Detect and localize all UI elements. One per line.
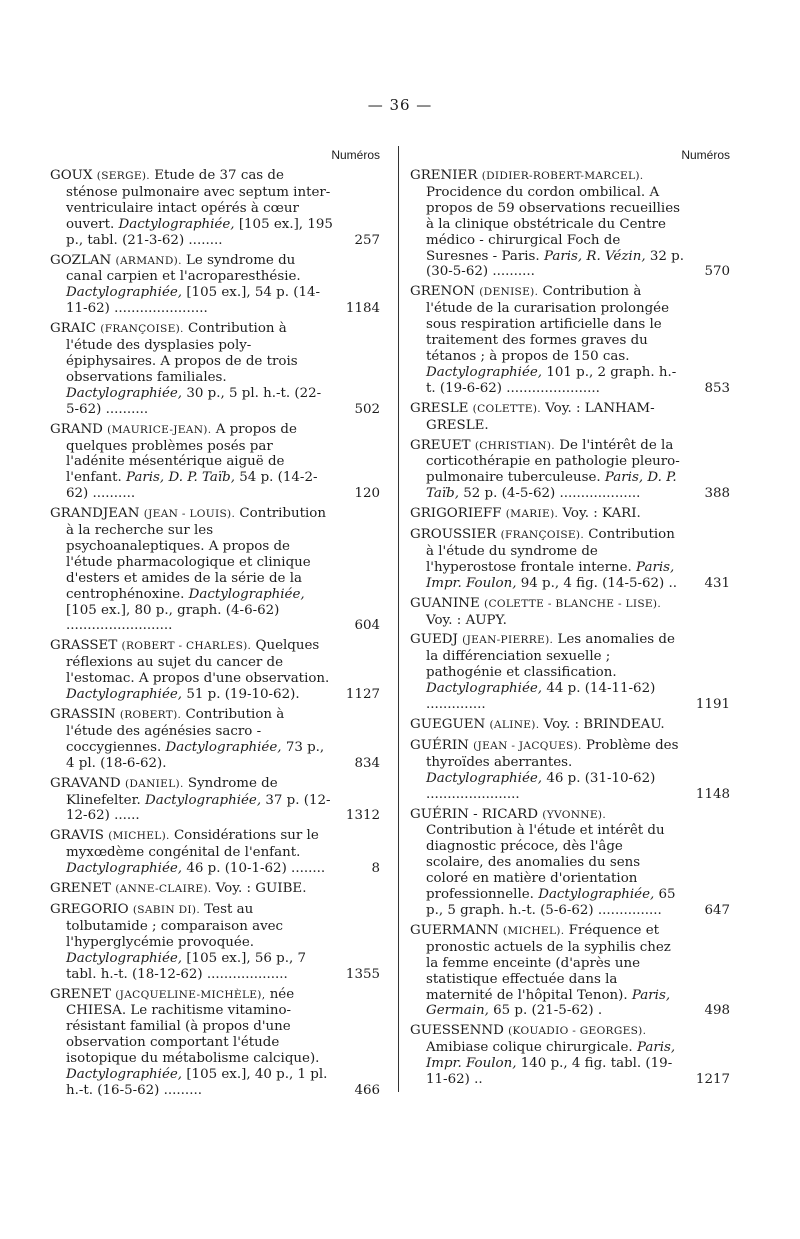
entry-text: [50, 881, 334, 898]
bibliography-entry: [410, 807, 730, 919]
entry-surname: GRASSIN: [50, 707, 116, 722]
entry-details: 65 p., 5 graph. h.-t. (5-6-62) ...............: [426, 887, 676, 918]
entry-text: [410, 717, 684, 734]
entry-surname: GRENON: [410, 284, 475, 300]
entry-details: [105 ex.], 56 p., 7 tabl. h.-t. (18-12-62) ...................: [66, 950, 306, 982]
bibliography-entry: [50, 168, 380, 249]
entry-title: Voy. : BRINDEAU.: [543, 717, 665, 732]
left-column: [50, 148, 380, 1103]
entry-text: [410, 506, 684, 523]
entry-given-name: (SERGE).: [96, 170, 150, 182]
entry-given-name: (MICHEL).: [502, 924, 565, 937]
entry-surname: GUERMANN: [410, 922, 499, 938]
entry-text: [410, 632, 684, 713]
entry-number: 1148: [695, 786, 730, 802]
entry-details: 51 p. (19-10-62).: [186, 687, 300, 703]
entry-text: [50, 707, 334, 772]
entry-publisher: Dactylographiée,: [66, 385, 183, 401]
entry-details: [105 ex.], 195 p., tabl. (21-3-62) ........: [66, 216, 333, 248]
bibliography-entry: [410, 401, 730, 434]
entry-text: [50, 168, 334, 249]
entry-number: 388: [704, 486, 730, 502]
entry-text: [410, 527, 684, 592]
bibliography-entry: [50, 253, 380, 318]
entry-title: Considérations sur le myxœdème congénital de l'enfant.: [66, 828, 319, 861]
entry-given-name: (DIDIER-ROBERT-MARCEL).: [481, 170, 644, 182]
bibliography-entry: [50, 881, 380, 898]
entry-publisher: Paris, Impr. Foulon,: [426, 559, 675, 591]
column-header: Numéros: [331, 148, 380, 162]
bibliography-entry: [410, 923, 730, 1019]
entry-number: 120: [354, 486, 380, 502]
bibliography-entry: [410, 1023, 730, 1088]
entry-surname: GRENET: [50, 881, 111, 897]
entry-given-name: (COLETTE).: [472, 402, 541, 415]
entry-publisher: Paris, R. Vézin,: [543, 248, 646, 264]
entry-list: [410, 168, 730, 1088]
entry-given-name: (FRANÇOISE).: [100, 323, 184, 336]
entry-given-name: (JEAN-PIERRE).: [462, 634, 554, 647]
entry-surname: GROUSSIER: [410, 527, 497, 543]
entry-details: [105 ex.], 54 p. (14-11-62) ......................: [66, 285, 321, 317]
entry-text: [50, 506, 334, 634]
entry-surname: GRANDJEAN: [50, 506, 140, 522]
entry-text: [50, 422, 334, 503]
entry-surname: GOZLAN: [50, 252, 112, 268]
bibliography-entry: [50, 707, 380, 772]
entry-publisher: Dactylographiée,: [426, 770, 543, 786]
entry-given-name: (MAURICE-JEAN).: [107, 423, 212, 436]
bibliography-entry: [50, 638, 380, 703]
entry-given-name: (DANIEL).: [124, 777, 184, 790]
entry-title: Contribution à l'étude des dysplasies poly-épiphysaires. A propos de de trois observations familiales.: [66, 321, 298, 385]
bibliography-entry: [410, 168, 730, 280]
entry-given-name: (JEAN - JACQUES).: [473, 739, 582, 752]
entry-given-name: (JEAN - LOUIS).: [143, 508, 236, 521]
entry-title: Test au tolbutamide ; comparaison avec l'hyperglycémie provoquée.: [66, 901, 284, 950]
entry-title: née CHIESA. Le rachitisme vitamino-résistant familial (à propos d'une observation comportant l'étude isotopique du métabolisme calcique).: [66, 986, 320, 1067]
entry-details: 94 p., 4 fig. (14-5-62) ..: [520, 575, 678, 591]
entry-title: Voy. : KARI.: [562, 506, 641, 522]
entry-title: De l'intérêt de la corticothérapie en pathologie pleuro-pulmonaire tuberculeuse.: [426, 437, 680, 486]
entry-title: Fréquence et pronostic actuels de la syphilis chez la femme enceinte (d'après une statistique effectuée dans la maternité de l'hôpital Tenon).: [426, 922, 671, 1003]
entry-title: Etude de 37 cas de sténose pulmonaire avec septum inter-ventriculaire intact opérés à cœur ouvert.: [66, 168, 331, 232]
entry-given-name: (ANNE-CLAIRE).: [115, 883, 212, 896]
entry-text: [410, 401, 684, 434]
entry-given-name: (DENISE).: [479, 286, 539, 299]
entry-details: 37 p. (12-12-62) ......: [66, 792, 331, 824]
entry-text: [410, 923, 684, 1019]
entry-surname: GUEDJ: [410, 632, 458, 648]
entry-surname: GUÉRIN - RICARD: [410, 806, 538, 822]
entry-details: 65 p. (21-5-62) .: [493, 1003, 603, 1019]
bibliography-entry: [410, 596, 730, 629]
entry-publisher: Dactylographiée,: [66, 950, 183, 966]
bibliography-entry: [50, 321, 380, 417]
bibliography-entry: [50, 828, 380, 877]
entry-number: 498: [704, 1003, 730, 1019]
entry-given-name: (MICHEL).: [108, 830, 170, 843]
column-header: Numéros: [681, 148, 730, 162]
entry-text: [410, 168, 684, 280]
entry-given-name: (SABIN DI).: [132, 903, 200, 916]
entry-text: [410, 1023, 684, 1088]
entry-publisher: Dactylographiée,: [426, 681, 543, 697]
entry-publisher: Dactylographiée,: [426, 364, 543, 380]
entry-publisher: Dactylographiée,: [538, 887, 655, 903]
entry-text: [410, 596, 684, 629]
entry-number: 1312: [345, 808, 380, 824]
entry-surname: GRESLE: [410, 400, 469, 416]
entry-details: 73 p., 4 pl. (18-6-62).: [66, 739, 325, 771]
entry-title: Quelques réflexions au sujet du cancer de l'estomac. A propos d'une observation.: [66, 638, 330, 687]
entry-surname: GRAND: [50, 421, 103, 437]
entry-number: 1191: [695, 697, 730, 713]
entry-title: Les anomalies de la différenciation sexuelle ; pathogénie et classification.: [426, 632, 675, 681]
entry-given-name: (KOUADIO - GEORGES).: [508, 1025, 647, 1038]
entry-number: 853: [704, 380, 730, 396]
entry-publisher: Dactylographiée,: [188, 586, 305, 602]
entry-title: Amibiase colique chirurgicale.: [426, 1040, 633, 1056]
entry-number: 1184: [345, 301, 380, 317]
entry-text: [410, 438, 684, 503]
entry-publisher: Dactylographiée,: [145, 792, 262, 808]
entry-title: Contribution à l'étude de la curarisation prolongée sous respiration artificielle dans le traitement des formes graves du tétanos ; à propos de 150 cas.: [426, 284, 669, 364]
entry-given-name: (COLETTE - BLANCHE - LISE).: [484, 597, 662, 610]
entry-text: [410, 284, 684, 396]
entry-title: Voy. : LANHAM-GRESLE.: [426, 400, 655, 433]
entry-surname: GREGORIO: [50, 901, 129, 917]
entry-surname: GRENET: [50, 986, 111, 1002]
entry-surname: GUEGUEN: [410, 717, 486, 732]
entry-details: 101 p., 2 graph. h.-t. (19-6-62) ......................: [426, 364, 677, 396]
entry-surname: GRIGORIEFF: [410, 506, 502, 522]
entry-title: Procidence du cordon ombilical. A propos de 59 observations recueillies à la clinique obstétricale du Centre médico - chirurgical Foch de Suresnes - Paris.: [426, 184, 681, 264]
bibliography-entry: [50, 902, 380, 983]
entry-publisher: Dactylographiée,: [118, 216, 235, 232]
entry-text: [410, 807, 684, 919]
bibliography-entry: [50, 987, 380, 1099]
entry-surname: GOUX: [50, 168, 93, 183]
entry-details: 44 p. (14-11-62) ..............: [426, 681, 656, 713]
right-column: [410, 148, 730, 1092]
entry-title: Contribution à l'étude et intérêt du diagnostic précoce, dès l'âge scolaire, des anomalies du sens coloré en matière d'orientation professionnelle.: [426, 823, 665, 903]
entry-details: 140 p., 4 fig. tabl. (19-11-62) ..: [426, 1056, 673, 1088]
bibliography-entry: [50, 506, 380, 634]
entry-number: 502: [354, 401, 380, 417]
entry-details: 32 p. (30-5-62) ..........: [426, 248, 684, 280]
entry-number: 1217: [695, 1072, 730, 1088]
entry-details: 46 p. (10-1-62) ........: [186, 861, 326, 877]
entry-details: 46 p. (31-10-62) ......................: [426, 770, 656, 802]
entry-title: Voy. : AUPY.: [426, 612, 507, 628]
entry-title: Le syndrome du canal carpien et l'acroparesthésie.: [66, 252, 301, 285]
entry-number: 604: [354, 618, 380, 634]
entry-text: [50, 776, 334, 825]
entry-given-name: (FRANÇOISE).: [500, 529, 585, 542]
bibliography-entry: [50, 422, 380, 503]
entry-text: [50, 253, 334, 318]
entry-publisher: Dactylographiée,: [165, 739, 282, 755]
entry-surname: GRAVAND: [50, 775, 121, 791]
page-number: — 36 —: [367, 96, 433, 114]
bibliography-entry: [410, 284, 730, 396]
entry-given-name: (ROBERT - CHARLES).: [121, 640, 252, 653]
bibliography-entry: [410, 632, 730, 713]
entry-publisher: Dactylographiée,: [66, 861, 183, 877]
entry-details: [105 ex.], 80 p., graph. (4-6-62) .........................: [66, 602, 280, 634]
entry-given-name: (ROBERT).: [119, 709, 182, 721]
entry-number: 257: [354, 232, 380, 248]
entry-given-name: (CHRISTIAN).: [474, 439, 555, 452]
bibliography-entry: [410, 738, 730, 803]
entry-given-name: (YVONNE).: [542, 808, 607, 821]
entry-title: Syndrome de Klinefelter.: [66, 775, 278, 808]
entry-details: 52 p. (4-5-62) ...................: [463, 486, 641, 502]
bibliography-entry: [410, 717, 730, 734]
entry-text: [50, 638, 334, 703]
entry-text: [50, 987, 334, 1099]
entry-text: [410, 738, 684, 803]
entry-surname: GRASSET: [50, 638, 118, 654]
entry-surname: GREUET: [410, 437, 471, 453]
entry-given-name: (JACQUELINE-MICHÈLE),: [115, 988, 266, 1001]
entry-given-name: (ARMAND).: [115, 254, 182, 267]
bibliography-entry: [410, 506, 730, 523]
column-divider: [398, 146, 399, 1092]
entry-publisher: Paris, Impr. Foulon,: [426, 1040, 676, 1072]
entry-given-name: (ALINE).: [489, 719, 540, 731]
entry-number: 647: [704, 902, 730, 918]
entry-number: 834: [354, 755, 380, 771]
entry-number: 8: [371, 861, 380, 877]
entry-details: [105 ex.], 40 p., 1 pl. h.-t. (16-5-62) .........: [66, 1067, 328, 1098]
entry-list: [50, 168, 380, 1099]
entry-number: 570: [704, 264, 730, 280]
bibliography-entry: [50, 776, 380, 825]
entry-title: A propos de quelques problèmes posés par l'adénite mésentérique aiguë de l'enfant.: [66, 421, 297, 486]
entry-number: 1355: [345, 966, 380, 982]
entry-title: Voy. : GUIBE.: [215, 881, 307, 897]
entry-surname: GRAVIS: [50, 828, 104, 844]
entry-title: Contribution à l'étude des agénésies sacro - coccygiennes.: [66, 707, 285, 755]
bibliography-entry: [410, 527, 730, 592]
entry-surname: GUANINE: [410, 595, 480, 611]
entry-publisher: Paris, Germain,: [426, 987, 671, 1019]
entry-publisher: Dactylographiée,: [66, 687, 183, 703]
entry-text: [50, 321, 334, 417]
entry-number: 466: [354, 1082, 380, 1098]
entry-publisher: Dactylographiée,: [66, 285, 183, 301]
entry-title: Problème des thyroïdes aberrantes.: [426, 737, 679, 770]
entry-publisher: Paris, D. P. Taïb,: [125, 470, 236, 486]
entry-number: 431: [704, 575, 730, 591]
entry-surname: GRENIER: [410, 168, 478, 183]
entry-given-name: (MARIE).: [505, 508, 559, 521]
entry-text: [50, 902, 334, 983]
entry-details: 30 p., 5 pl. h.-t. (22-5-62) ..........: [66, 385, 322, 417]
entry-surname: GUESSENND: [410, 1023, 504, 1039]
entry-title: Contribution à la recherche sur les psychoanaleptiques. A propos de l'étude pharmacologique et clinique d'esters et amides de la série de la centrophénoxine.: [66, 506, 326, 602]
entry-surname: GUÉRIN: [410, 737, 469, 753]
entry-publisher: Dactylographiée,: [66, 1067, 183, 1083]
entry-surname: GRAIC: [50, 321, 96, 337]
entry-details: 54 p. (14-2-62) ..........: [66, 470, 318, 502]
bibliography-entry: [410, 438, 730, 503]
entry-number: 1127: [345, 687, 380, 703]
entry-text: [50, 828, 334, 877]
entry-title: Contribution à l'étude du syndrome de l'hyperostose frontale interne.: [426, 527, 675, 575]
entry-publisher: Paris, D. P. Taïb,: [426, 470, 677, 502]
